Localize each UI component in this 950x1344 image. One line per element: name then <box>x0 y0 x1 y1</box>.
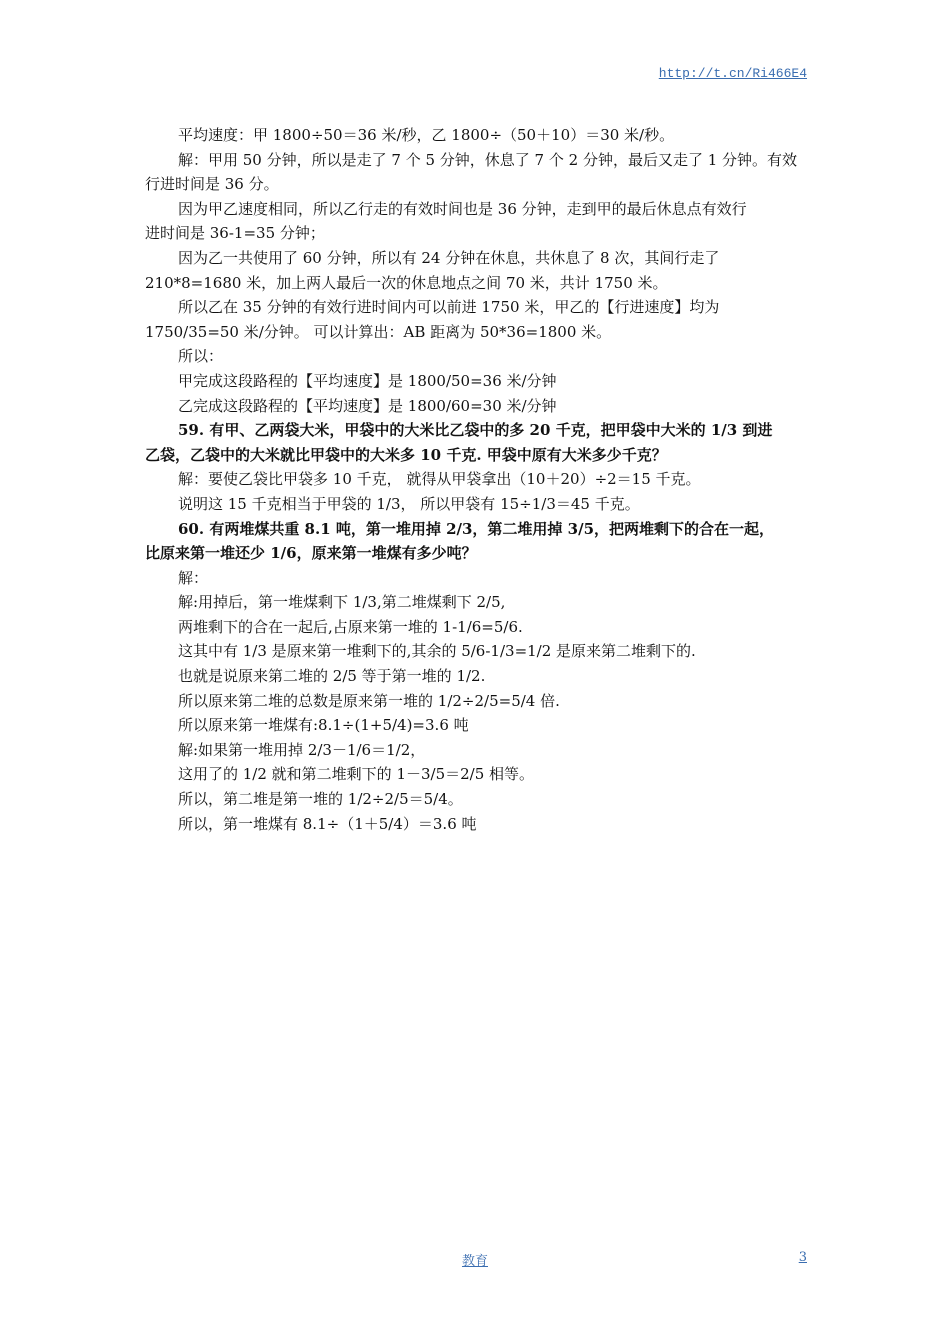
answer-line: 所以，第二堆是第一堆的 1/2÷2/5＝5/4。 <box>178 790 463 809</box>
paragraph-line: 所以乙在 35 分钟的有效行进时间内可以前进 1750 米，甲乙的【行进速度】均为 <box>178 298 720 317</box>
paragraph-line: 因为乙一共使用了 60 分钟，所以有 24 分钟在休息，共休息了 8 次，其间行走了 <box>178 248 720 267</box>
answer-line: 所以原来第一堆煤有:8.1÷(1+5/4)=3.6 吨 <box>178 716 469 735</box>
question-60-line: 比原来第一堆还少 1/6，原来第一堆煤有多少吨？ <box>145 544 477 563</box>
paragraph-line: 1750/35=50 米/分钟。 可以计算出：AB 距离为 50*36=1800 米。 <box>145 322 612 341</box>
answer-line: 两堆剩下的合在一起后,占原来第一堆的 1-1/6=5/6. <box>178 617 523 636</box>
answer-line: 所以原来第二堆的总数是原来第一堆的 1/2÷2/5=5/4 倍. <box>178 691 560 710</box>
question-59-line: 59. 有甲、乙两袋大米，甲袋中的大米比乙袋中的多 20 千克，把甲袋中大米的 1/3 到进 <box>178 421 773 440</box>
paragraph-line: 210*8=1680 米，加上两人最后一次的休息地点之间 70 米，共计 1750 米。 <box>145 273 668 292</box>
paragraph-line: 平均速度：甲 1800÷50＝36 米/秒，乙 1800÷（50＋10）＝30 米/秒。 <box>178 126 675 144</box>
answer-line: 解:用掉后，第一堆煤剩下 1/3,第二堆煤剩下 2/5, <box>178 593 506 612</box>
document-body <box>145 123 807 836</box>
question-59-line: 乙袋，乙袋中的大米就比甲袋中的大米多 10 千克. 甲袋中原有大米多少千克？ <box>145 445 667 464</box>
answer-line: 所以，第一堆煤有 8.1÷（1＋5/4）＝3.6 吨 <box>178 814 477 833</box>
paragraph-line: 因为甲乙速度相同，所以乙行走的有效时间也是 36 分钟，走到甲的最后休息点有效行 <box>178 199 747 218</box>
answer-line: 说明这 15 千克相当于甲袋的 1/3， 所以甲袋有 15÷1/3＝45 千克。 <box>178 494 640 513</box>
answer-line: 也就是说原来第二堆的 2/5 等于第一堆的 1/2. <box>178 667 486 686</box>
answer-line: 这用了的 1/2 就和第二堆剩下的 1－3/5＝2/5 相等。 <box>178 765 535 784</box>
paragraph-line: 甲完成这段路程的【平均速度】是 1800/50=36 米/分钟 <box>178 371 557 390</box>
answer-line: 解:如果第一堆用掉 2/3－1/6＝1/2， <box>178 740 426 759</box>
answer-line: 这其中有 1/3 是原来第一堆剩下的,其余的 5/6-1/3=1/2 是原来第二堆剩下的. <box>178 642 696 661</box>
paragraph-line: 行进时间是 36 分。 <box>145 175 279 194</box>
question-60-line: 60. 有两堆煤共重 8.1 吨，第一堆用掉 2/3，第二堆用掉 3/5，把两堆剩下的合在一起， <box>178 519 775 538</box>
paragraph-line: 所以： <box>178 347 224 366</box>
header-link[interactable]: http://t.cn/Ri466E4 <box>658 66 807 81</box>
answer-line: 解： <box>178 568 209 587</box>
paragraph-line: 乙完成这段路程的【平均速度】是 1800/60=30 米/分钟 <box>178 396 557 415</box>
footer-link[interactable]: 教育 <box>461 1254 488 1269</box>
paragraph-line: 解：甲用 50 分钟，所以是走了 7 个 5 分钟，休息了 7 个 2 分钟，最后又走了 1 分钟。有效 <box>178 150 798 169</box>
page-number[interactable]: 3 <box>798 1250 807 1265</box>
answer-line: 解：要使乙袋比甲袋多 10 千克， 就得从甲袋拿出（10＋20）÷2＝15 千克。 <box>178 470 701 489</box>
paragraph-line: 进时间是 36-1=35 分钟； <box>145 224 325 243</box>
